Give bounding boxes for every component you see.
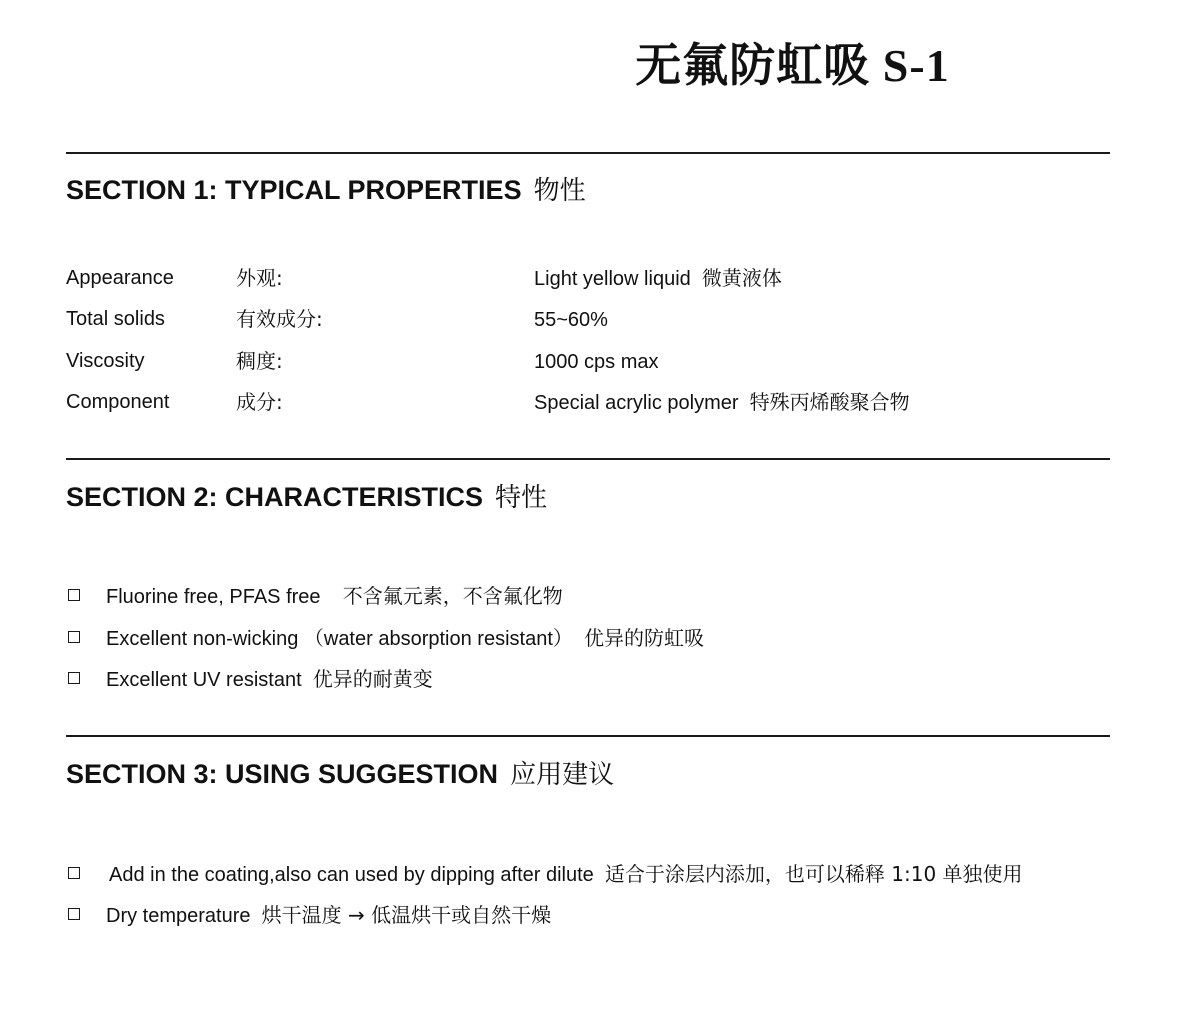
list-item-en: Excellent UV resistant bbox=[106, 669, 302, 691]
property-label-zh: 成分: bbox=[236, 390, 283, 414]
property-value bbox=[534, 305, 608, 334]
list-item-text bbox=[109, 860, 1023, 889]
document-title: 无氟防虹吸 S-1 bbox=[635, 40, 950, 91]
checkbox-icon bbox=[68, 589, 80, 601]
property-label: Total solids bbox=[66, 308, 165, 330]
property-value bbox=[534, 388, 910, 417]
list-item-en: Add in the coating,also can used by dipping after dilute bbox=[109, 864, 594, 886]
property-label-zh: 外观: bbox=[236, 266, 283, 290]
property-value-en: 1000 cps max bbox=[534, 351, 659, 373]
list-item-zh: 烘干温度 → 低温烘干或自然干燥 bbox=[261, 903, 552, 927]
list-item-en: Dry temperature bbox=[106, 905, 251, 927]
list-item-en: Excellent non-wicking （water absorption resistant） bbox=[106, 628, 573, 650]
section-1-heading-zh: 物性 bbox=[533, 176, 586, 206]
property-label: Viscosity bbox=[66, 350, 145, 372]
property-value-zh: 微黄液体 bbox=[701, 266, 782, 290]
list-item-zh: 适合于涂层内添加，也可以稀释 1:10 单独使用 bbox=[604, 862, 1023, 886]
property-value bbox=[534, 264, 782, 293]
list-item-en: Fluorine free, PFAS free bbox=[106, 586, 321, 608]
list-item-text bbox=[106, 624, 704, 653]
section-1-heading-en: SECTION 1: TYPICAL PROPERTIES bbox=[66, 175, 522, 205]
list-item-text bbox=[106, 665, 433, 694]
checkbox-icon bbox=[68, 908, 80, 920]
section-3-heading-en: SECTION 3: USING SUGGESTION bbox=[66, 759, 499, 789]
section-3-heading bbox=[66, 757, 614, 792]
property-value bbox=[534, 347, 659, 376]
section-divider bbox=[66, 458, 1110, 460]
property-label: Appearance bbox=[66, 267, 174, 289]
section-2-heading bbox=[66, 480, 547, 515]
property-row bbox=[66, 388, 1110, 416]
property-row bbox=[66, 347, 1110, 375]
property-label-zh: 稠度: bbox=[236, 349, 283, 373]
property-label-zh: 有效成分: bbox=[236, 307, 323, 331]
section-2-heading-zh: 特性 bbox=[495, 483, 548, 513]
list-item-zh: 优异的防虹吸 bbox=[584, 626, 704, 650]
property-label: Component bbox=[66, 391, 170, 413]
property-value-zh: 特殊丙烯酸聚合物 bbox=[749, 390, 910, 414]
section-divider bbox=[66, 735, 1110, 737]
checkbox-icon bbox=[68, 867, 80, 879]
property-row bbox=[66, 264, 1110, 292]
section-1-heading bbox=[66, 173, 586, 208]
property-value-en: Special acrylic polymer bbox=[534, 392, 739, 414]
section-2-heading-en: SECTION 2: CHARACTERISTICS bbox=[66, 482, 484, 512]
property-value-en: 55~60% bbox=[534, 309, 608, 331]
checkbox-icon bbox=[68, 631, 80, 643]
property-row bbox=[66, 305, 1110, 333]
list-item-zh: 优异的耐黄变 bbox=[312, 667, 433, 691]
checkbox-icon bbox=[68, 672, 80, 684]
list-item-text bbox=[106, 582, 563, 611]
list-item-text bbox=[106, 901, 551, 930]
property-value-en: Light yellow liquid bbox=[534, 268, 691, 290]
section-3-heading-zh: 应用建议 bbox=[510, 760, 615, 790]
list-item-zh: 不含氟元素，不含氟化物 bbox=[342, 584, 563, 608]
section-divider bbox=[66, 152, 1110, 154]
